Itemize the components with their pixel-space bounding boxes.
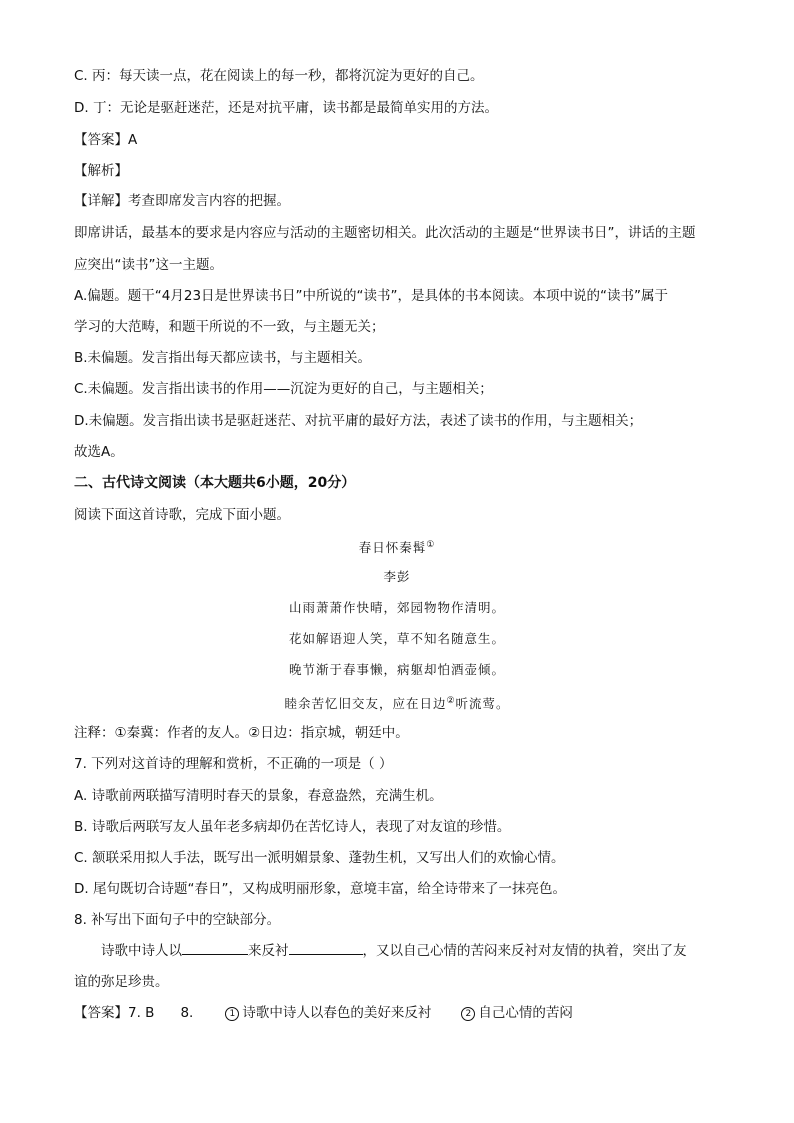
explanation-a-line: A.偏题。题干“4月23日是世界读书日”中所说的“读书”，是具体的书本阅读。本项中说的“读书”属于	[74, 288, 669, 304]
poem-line: 花如解语迎人笑，草不知名随意生。	[288, 631, 505, 646]
detail-text: 【详解】考查即席发言内容的把握。	[74, 193, 290, 209]
paragraph-line: 应突出“读书”这一主题。	[74, 257, 223, 273]
poem-title-text: 春日怀秦髯	[358, 540, 427, 556]
analysis-label: 【解析】	[74, 163, 128, 179]
paragraph-line: 即席讲话，最基本的要求是内容应与活动的主题密切相关。此次活动的主题是“世界读书日”，讲话的主题	[74, 225, 696, 241]
answer-8-part-1: 诗歌中诗人以春色的美好来反衬	[242, 1005, 432, 1021]
option-c-text: C. 丙：每天读一点，花在阅读上的每一秒，都将沉淀为更好的自己。	[74, 68, 484, 84]
question-8-sentence-cont: 谊的弥足珍贵。	[74, 974, 169, 990]
poem-intro: 阅读下面这首诗歌，完成下面小题。	[74, 507, 290, 523]
question-7-option-a: A. 诗歌前两联描写清明时春天的景象，春意盎然，充满生机。	[74, 788, 443, 804]
answer-blank-2	[289, 942, 363, 955]
footnote-marker: ②	[446, 696, 456, 706]
question-8-sentence	[101, 942, 687, 960]
section-heading: 二、古代诗文阅读（本大题共6小题，20分）	[74, 475, 356, 491]
sentence-part: 诗歌中诗人以	[101, 943, 182, 959]
poem-line	[0, 693, 794, 712]
question-7-option-d: D. 尾句既切合诗题“春日”，又构成明丽形象，意境丰富，给全诗带来了一抹亮色。	[74, 881, 566, 897]
poem-title	[0, 537, 794, 556]
answer-8-part-2: 自己心情的苦闷	[478, 1005, 573, 1021]
question-8: 8. 补写出下面句子中的空缺部分。	[74, 912, 281, 928]
poem-line-part: 听流莺。	[455, 696, 510, 712]
explanation-d-line: D.未偏题。发言指出读书是驱赶迷茫、对抗平庸的最好方法，表述了读书的作用，与主题相关；	[74, 413, 643, 429]
explanation-b-line: B.未偏题。发言指出每天都应读书，与主题相关。	[74, 350, 372, 366]
answer-q8-number: 8.	[180, 1005, 194, 1021]
sentence-part: 来反衬	[248, 943, 289, 959]
answer-blank-1	[182, 942, 248, 955]
circled-number-1: 1	[225, 1007, 239, 1021]
circled-number-2: 2	[461, 1007, 475, 1021]
question-7: 7. 下列对这首诗的理解和赏析，不正确的一项是（ ）	[74, 756, 393, 772]
poem-author: 李彭	[383, 569, 411, 584]
explanation-a-line: 学习的大范畴，和题干所说的不一致，与主题无关；	[74, 319, 385, 335]
sentence-part: ，又以自己心情的苦闷来反衬对友情的执着，突出了友	[362, 943, 687, 959]
footnote-marker: ①	[426, 540, 436, 550]
poem-notes: 注释：①秦冀：作者的友人。②日边：指京城，朝廷中。	[74, 725, 409, 741]
poem-line: 山雨萧萧作快晴，郊园物物作清明。	[288, 600, 505, 615]
question-7-option-b: B. 诗歌后两联写友人虽年老多病却仍在苦忆诗人，表现了对友谊的珍惜。	[74, 819, 511, 835]
answer-row	[74, 1004, 573, 1022]
answer-label: 【答案】A	[74, 132, 138, 148]
explanation-c-line: C.未偏题。发言指出读书的作用——沉淀为更好的自己，与主题相关；	[74, 381, 493, 397]
choice-conclusion: 故选A。	[74, 444, 124, 460]
poem-line-part: 睦余苦忆旧交友，应在日边	[284, 696, 447, 712]
poem-line: 晚节渐于春事懒，病躯却怕酒壶倾。	[288, 662, 505, 677]
question-7-option-c: C. 颔联采用拟人手法，既写出一派明媚景象、蓬勃生机，又写出人们的欢愉心情。	[74, 850, 565, 866]
option-d-text: D. 丁：无论是驱赶迷茫，还是对抗平庸，读书都是最简单实用的方法。	[74, 100, 498, 116]
answer-label: 【答案】7. B	[74, 1005, 155, 1021]
